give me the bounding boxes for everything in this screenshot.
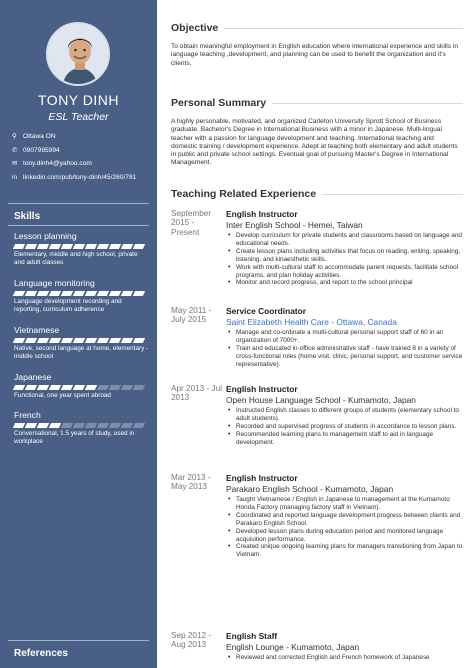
divider — [272, 103, 463, 104]
contact-item — [12, 174, 152, 183]
skill-bar-segment — [121, 291, 133, 296]
experience-heading-text: Teaching Related Experience — [171, 188, 317, 200]
job-bullets — [226, 232, 464, 287]
skill-bar-segment — [49, 423, 61, 428]
contact-item — [12, 160, 152, 169]
skill-bar-segment — [13, 244, 25, 249]
contact-location: Ottawa ON — [23, 133, 56, 140]
skill-name: Lesson planning — [14, 231, 77, 241]
profile-title: ESL Teacher — [48, 111, 109, 123]
job-organization: Parakaro English School - Kumamoto, Japan — [226, 484, 394, 494]
location-pin-icon: ⚲ — [12, 133, 17, 140]
job-bullet: • Instructed English classes to different groups of students (elementary school to adult students). — [226, 407, 464, 423]
skill-bar-segment — [61, 423, 73, 428]
skill-level-bar — [14, 385, 149, 390]
skill-bar-segment — [109, 338, 121, 343]
contact-item — [12, 147, 152, 156]
phone-icon: ✆ — [12, 146, 18, 154]
skill-bar-segment — [37, 385, 49, 390]
contact-phone[interactable]: 0907995994 — [23, 146, 60, 154]
job-bullets — [226, 654, 464, 662]
job-bullet: • Monitor and record progress, and report to the school principal — [226, 279, 464, 287]
skill-bar-segment — [37, 338, 49, 343]
job-bullet: • Recorded and supervised progress of students in accordance to lesson plans. — [226, 423, 464, 431]
skill-name: Vietnamese — [14, 325, 60, 335]
skill-item — [14, 325, 149, 361]
skill-level-bar — [14, 244, 149, 249]
skill-bar-segment — [25, 385, 37, 390]
experience-heading — [171, 188, 463, 200]
skill-bar-segment — [49, 338, 61, 343]
avatar — [46, 22, 110, 86]
skill-bar-segment — [37, 244, 49, 249]
job-bullet: • Work with multi-cultural staff to accommodate parent requests, facilitate school programs, and plan holiday activities. — [226, 264, 464, 280]
job-bullet: • Develop curriculum for private students and classrooms based on language and educational needs. — [226, 232, 464, 248]
job-organization: English Lounge - Kumamoto, Japan — [226, 642, 360, 652]
job-body — [226, 631, 464, 662]
skill-bar-segment — [109, 291, 121, 296]
job-bullet: • Coordinated and reported language development progress between clients and Parakaro English School. — [226, 512, 464, 528]
skill-bar-segment — [73, 423, 85, 428]
skill-bar-segment — [109, 423, 121, 428]
skill-bar-segment — [85, 244, 97, 249]
skill-bar-segment — [109, 244, 121, 249]
job-organization-link[interactable]: Saint Elizabeth Health Care - Ottawa, Canada — [226, 317, 397, 327]
job-dates: May 2011 - July 2015 — [171, 306, 212, 325]
references-heading: References — [14, 648, 68, 659]
email-icon: ✉ — [12, 160, 18, 168]
skill-bar-segment — [49, 291, 61, 296]
skill-bar-segment — [73, 244, 85, 249]
job-bullet: • Train and educated in-office administrative staff - have trained 8 in a variety of cross-functional roles (home visit, clinic, personal support, and customer service representative). — [226, 345, 464, 369]
objective-heading-text: Objective — [171, 22, 219, 34]
contact-list — [12, 133, 152, 187]
contact-linkedin[interactable]: linkedin.com/pub/tony-dinh/45/260/781 — [23, 173, 137, 181]
skill-bar-segment — [25, 423, 37, 428]
skill-bar-segment — [13, 385, 25, 390]
skill-bar-segment — [49, 244, 61, 249]
skill-bar-segment — [25, 338, 37, 343]
skill-bar-segment — [85, 385, 97, 390]
skill-level-bar — [14, 291, 149, 296]
job-bullet: • Create lesson plans including activities that focus on reading, writing, speaking, listening, and kinaesthetic skills. — [226, 248, 464, 264]
skill-description: Language development recording and reporting, curriculum adherence — [14, 298, 122, 313]
skill-bar-segment — [97, 291, 109, 296]
job-role: Service Coordinator — [226, 306, 307, 316]
divider — [8, 640, 149, 641]
skill-bar-segment — [37, 423, 49, 428]
skill-bar-segment — [61, 244, 73, 249]
skill-bar-segment — [121, 385, 133, 390]
contact-email[interactable]: tony.dinh4@yahoo.com — [23, 160, 92, 168]
skill-bar-segment — [121, 338, 133, 343]
profile-photo — [48, 24, 110, 86]
job-bullets — [226, 329, 464, 369]
skill-bar-segment — [109, 385, 121, 390]
skill-bar-segment — [97, 338, 109, 343]
objective-heading — [171, 22, 463, 34]
job-body — [226, 473, 464, 559]
skill-item — [14, 372, 149, 400]
job-organization: Inter English School - Hemei, Taiwan — [226, 220, 363, 230]
skill-bar-segment — [121, 423, 133, 428]
skill-bar-segment — [85, 423, 97, 428]
skill-description: Conversational, 1.5 years of study, used in workplace — [14, 430, 135, 445]
job-body — [226, 306, 464, 369]
divider — [8, 225, 149, 226]
skill-bar-segment — [73, 385, 85, 390]
skill-name: Language monitoring — [14, 278, 95, 288]
job-role: English Instructor — [226, 473, 298, 483]
skill-bar-segment — [133, 291, 145, 296]
job-bullet: • Reviewed and corrected English and French homework of Japanese — [226, 654, 464, 662]
skill-bar-segment — [73, 291, 85, 296]
skill-bar-segment — [97, 423, 109, 428]
job-role: English Instructor — [226, 209, 298, 219]
skill-bar-segment — [49, 385, 61, 390]
skill-level-bar — [14, 423, 149, 428]
skill-name: Japanese — [14, 372, 52, 382]
skill-bar-segment — [121, 244, 133, 249]
objective-text: To obtain meaningful employment in English education where international experience and skills in language teaching ,development, and planning can be used to benefit the organization and it's clients. — [171, 43, 458, 67]
skill-bar-segment — [25, 244, 37, 249]
linkedin-icon: in — [12, 173, 18, 181]
skill-bar-segment — [97, 244, 109, 249]
job-bullets — [226, 407, 464, 447]
summary-heading-text: Personal Summary — [171, 97, 267, 109]
job-role: English Staff — [226, 631, 278, 641]
job-dates: September 2015 - Present — [171, 209, 212, 237]
sidebar — [0, 0, 157, 668]
job-bullet: • Developed lesson plans during education period and monitored language acquisition performance. — [226, 528, 464, 544]
skill-bar-segment — [97, 385, 109, 390]
skill-bar-segment — [13, 291, 25, 296]
job-dates: Mar 2013 - May 2013 — [171, 473, 211, 492]
summary-heading — [171, 97, 463, 109]
divider — [8, 203, 149, 204]
skill-bar-segment — [61, 338, 73, 343]
divider — [322, 194, 463, 195]
skill-bar-segment — [133, 385, 145, 390]
skill-description: Elementary, middle and high school, private and adult classes — [14, 251, 138, 266]
skill-bar-segment — [25, 291, 37, 296]
skill-bar-segment — [133, 244, 145, 249]
skill-item — [14, 231, 149, 267]
job-dates: Apr 2013 - Jul 2013 — [171, 384, 222, 403]
job-organization: Open House Language School - Kumamoto, Japan — [226, 395, 416, 405]
job-role: English Instructor — [226, 384, 298, 394]
profile-name: TONY DINH — [38, 92, 119, 108]
job-bullet: • Manage and co-ordinate a multi-cultural personal support staff of 60 in an organization of 7000+. — [226, 329, 464, 345]
summary-text: A highly personable, motivated, and organized Carleton University Sprott School of Business graduate. Bachelor's Degree in International Business with a minor in Japanese. Multi-lingual teacher with a passion for language development and teaching. International teaching and domestic training / development experience. Adept at teaching both elementary and adult students in public and private school settings. Eventual goal of pursuing Master's Degree in International Management. — [171, 118, 458, 167]
skill-level-bar — [14, 338, 149, 343]
skill-bar-segment — [13, 423, 25, 428]
skill-bar-segment — [37, 291, 49, 296]
job-bullet: • Created unique ongoing learning plans for managers transitioning from Japan to Vietnam. — [226, 543, 464, 559]
job-bullet: • Taught Vietnamese / English in Japanese to management at the Kumamoto Honda Factory (managing factory staff in Vietnam). — [226, 496, 464, 512]
skill-bar-segment — [85, 291, 97, 296]
job-bullet: • Recommended learning plans to management staff to aid in language development. — [226, 431, 464, 447]
skill-bar-segment — [85, 338, 97, 343]
skill-name: French — [14, 410, 41, 420]
job-bullets — [226, 496, 464, 559]
skill-item — [14, 278, 149, 314]
skill-bar-segment — [13, 338, 25, 343]
skill-bar-segment — [61, 291, 73, 296]
job-body — [226, 209, 464, 287]
job-dates: Sep 2012 - Aug 2013 — [171, 631, 212, 650]
skill-bar-segment — [133, 423, 145, 428]
divider — [224, 28, 463, 29]
skill-bar-segment — [133, 338, 145, 343]
skill-bar-segment — [73, 338, 85, 343]
skills-heading: Skills — [14, 211, 41, 222]
skill-description: Native, second language at home, elementary - middle school — [14, 345, 149, 360]
contact-item — [12, 133, 152, 142]
skill-description: Functional, one year spent abroad — [14, 392, 111, 399]
skill-bar-segment — [61, 385, 73, 390]
skill-item — [14, 410, 149, 446]
job-body — [226, 384, 464, 447]
